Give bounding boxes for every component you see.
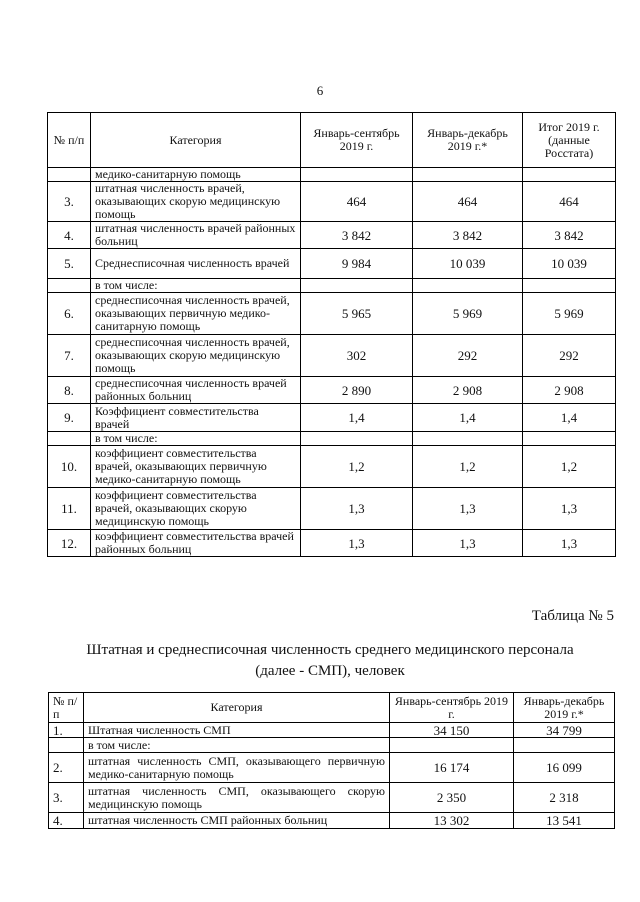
jan-dec-cell: 2 318 [514, 783, 615, 813]
total-rosstat-cell: 5 969 [523, 293, 616, 335]
header-category: Категория [84, 693, 390, 723]
table-header-row [48, 113, 616, 168]
category-cell: Коэффициент совместительства врачей [91, 404, 301, 432]
jan-sep-cell [390, 738, 514, 753]
jan-sep-cell: 5 965 [301, 293, 413, 335]
jan-dec-cell: 1,2 [413, 446, 523, 488]
jan-sep-cell: 464 [301, 182, 413, 222]
row-number-cell: 4. [48, 222, 91, 249]
row-number-cell [49, 738, 84, 753]
jan-sep-cell: 1,3 [301, 530, 413, 557]
total-rosstat-cell: 1,3 [523, 488, 616, 530]
jan-sep-cell: 34 150 [390, 723, 514, 738]
category-cell: штатная численность врачей районных больниц [91, 222, 301, 249]
header-category: Категория [91, 113, 301, 168]
row-number-cell: 5. [48, 249, 91, 279]
total-rosstat-cell: 2 908 [523, 377, 616, 404]
row-number-cell: 10. [48, 446, 91, 488]
category-cell: штатная численность СМП, оказывающего скорую медицинскую помощь [84, 783, 390, 813]
jan-dec-cell [413, 279, 523, 293]
row-number-cell: 3. [49, 783, 84, 813]
jan-sep-cell [301, 432, 413, 446]
table-row [48, 168, 616, 182]
category-cell: Среднесписочная численность врачей [91, 249, 301, 279]
row-number-cell: 12. [48, 530, 91, 557]
category-cell: Штатная численность СМП [84, 723, 390, 738]
jan-dec-cell: 292 [413, 335, 523, 377]
jan-dec-cell: 1,3 [413, 530, 523, 557]
table-row [48, 404, 616, 432]
total-rosstat-cell: 1,2 [523, 446, 616, 488]
row-number-cell [48, 279, 91, 293]
table-row [48, 377, 616, 404]
table-caption: Таблица № 5 [531, 608, 614, 624]
header-total-rosstat: Итог 2019 г. (данные Росстата) [523, 113, 616, 168]
row-number-cell: 7. [48, 335, 91, 377]
row-number-cell: 3. [48, 182, 91, 222]
total-rosstat-cell: 10 039 [523, 249, 616, 279]
row-number-cell: 4. [49, 813, 84, 829]
jan-dec-cell [514, 738, 615, 753]
table-row [49, 738, 615, 753]
nurses-staffing-table [48, 692, 615, 829]
table-title-line-2: (далее - СМП), человек [255, 663, 405, 679]
total-rosstat-cell: 3 842 [523, 222, 616, 249]
jan-dec-cell: 16 099 [514, 753, 615, 783]
jan-sep-cell: 16 174 [390, 753, 514, 783]
jan-sep-cell: 2 890 [301, 377, 413, 404]
jan-dec-cell: 34 799 [514, 723, 615, 738]
header-number: № п/п [49, 693, 84, 723]
category-cell: в том числе: [91, 279, 301, 293]
category-cell: в том числе: [91, 432, 301, 446]
table-row [48, 488, 616, 530]
doctors-staffing-table [47, 112, 616, 557]
table-row [49, 723, 615, 738]
table-row [49, 783, 615, 813]
jan-sep-cell: 13 302 [390, 813, 514, 829]
jan-sep-cell: 2 350 [390, 783, 514, 813]
table-row [48, 446, 616, 488]
category-cell: среднесписочная численность врачей, оказывающих первичную медико-санитарную помощь [91, 293, 301, 335]
table-row [48, 530, 616, 557]
category-cell: в том числе: [84, 738, 390, 753]
category-cell: штатная численность врачей, оказывающих скорую медицинскую помощь [91, 182, 301, 222]
category-cell: среднесписочная численность врачей районных больниц [91, 377, 301, 404]
total-rosstat-cell: 1,3 [523, 530, 616, 557]
jan-sep-cell [301, 168, 413, 182]
category-cell: среднесписочная численность врачей, оказывающих скорую медицинскую помощь [91, 335, 301, 377]
total-rosstat-cell [523, 168, 616, 182]
row-number-cell: 6. [48, 293, 91, 335]
jan-dec-cell [413, 432, 523, 446]
table-row [48, 249, 616, 279]
jan-dec-cell: 1,4 [413, 404, 523, 432]
jan-dec-cell: 5 969 [413, 293, 523, 335]
table-row [48, 335, 616, 377]
table-row [49, 813, 615, 829]
header-number: № п/п [48, 113, 91, 168]
jan-sep-cell: 1,4 [301, 404, 413, 432]
jan-sep-cell: 1,2 [301, 446, 413, 488]
table-row [48, 293, 616, 335]
row-number-cell [48, 168, 91, 182]
table-row [48, 432, 616, 446]
jan-dec-cell: 3 842 [413, 222, 523, 249]
row-number-cell: 2. [49, 753, 84, 783]
header-jan-dec: Январь-декабрь 2019 г.* [514, 693, 615, 723]
jan-sep-cell: 302 [301, 335, 413, 377]
table-title-line-1: Штатная и среднесписочная численность среднего медицинского персонала [86, 642, 574, 658]
header-jan-sep: Январь-сентябрь 2019 г. [390, 693, 514, 723]
category-cell: штатная численность СМП, оказывающего первичную медико-санитарную помощь [84, 753, 390, 783]
jan-sep-cell: 3 842 [301, 222, 413, 249]
jan-dec-cell [413, 168, 523, 182]
table-row [48, 279, 616, 293]
jan-dec-cell: 464 [413, 182, 523, 222]
jan-sep-cell: 9 984 [301, 249, 413, 279]
header-jan-sep: Январь-сентябрь 2019 г. [301, 113, 413, 168]
category-cell: коэффициент совместительства врачей районных больниц [91, 530, 301, 557]
total-rosstat-cell [523, 279, 616, 293]
category-cell: штатная численность СМП районных больниц [84, 813, 390, 829]
total-rosstat-cell: 292 [523, 335, 616, 377]
table-header-row [49, 693, 615, 723]
table-row [48, 222, 616, 249]
category-cell: коэффициент совместительства врачей, оказывающих первичную медико-санитарную помощь [91, 446, 301, 488]
row-number-cell [48, 432, 91, 446]
category-cell: медико-санитарную помощь [91, 168, 301, 182]
jan-sep-cell [301, 279, 413, 293]
jan-dec-cell: 10 039 [413, 249, 523, 279]
table-title [60, 640, 600, 682]
jan-sep-cell: 1,3 [301, 488, 413, 530]
total-rosstat-cell: 464 [523, 182, 616, 222]
table-row [48, 182, 616, 222]
jan-dec-cell: 13 541 [514, 813, 615, 829]
table-row [49, 753, 615, 783]
page-number: 6 [316, 83, 324, 98]
row-number-cell: 9. [48, 404, 91, 432]
row-number-cell: 8. [48, 377, 91, 404]
jan-dec-cell: 2 908 [413, 377, 523, 404]
jan-dec-cell: 1,3 [413, 488, 523, 530]
category-cell: коэффициент совместительства врачей, оказывающих скорую медицинскую помощь [91, 488, 301, 530]
row-number-cell: 1. [49, 723, 84, 738]
header-jan-dec: Январь-декабрь 2019 г.* [413, 113, 523, 168]
total-rosstat-cell [523, 432, 616, 446]
total-rosstat-cell: 1,4 [523, 404, 616, 432]
row-number-cell: 11. [48, 488, 91, 530]
